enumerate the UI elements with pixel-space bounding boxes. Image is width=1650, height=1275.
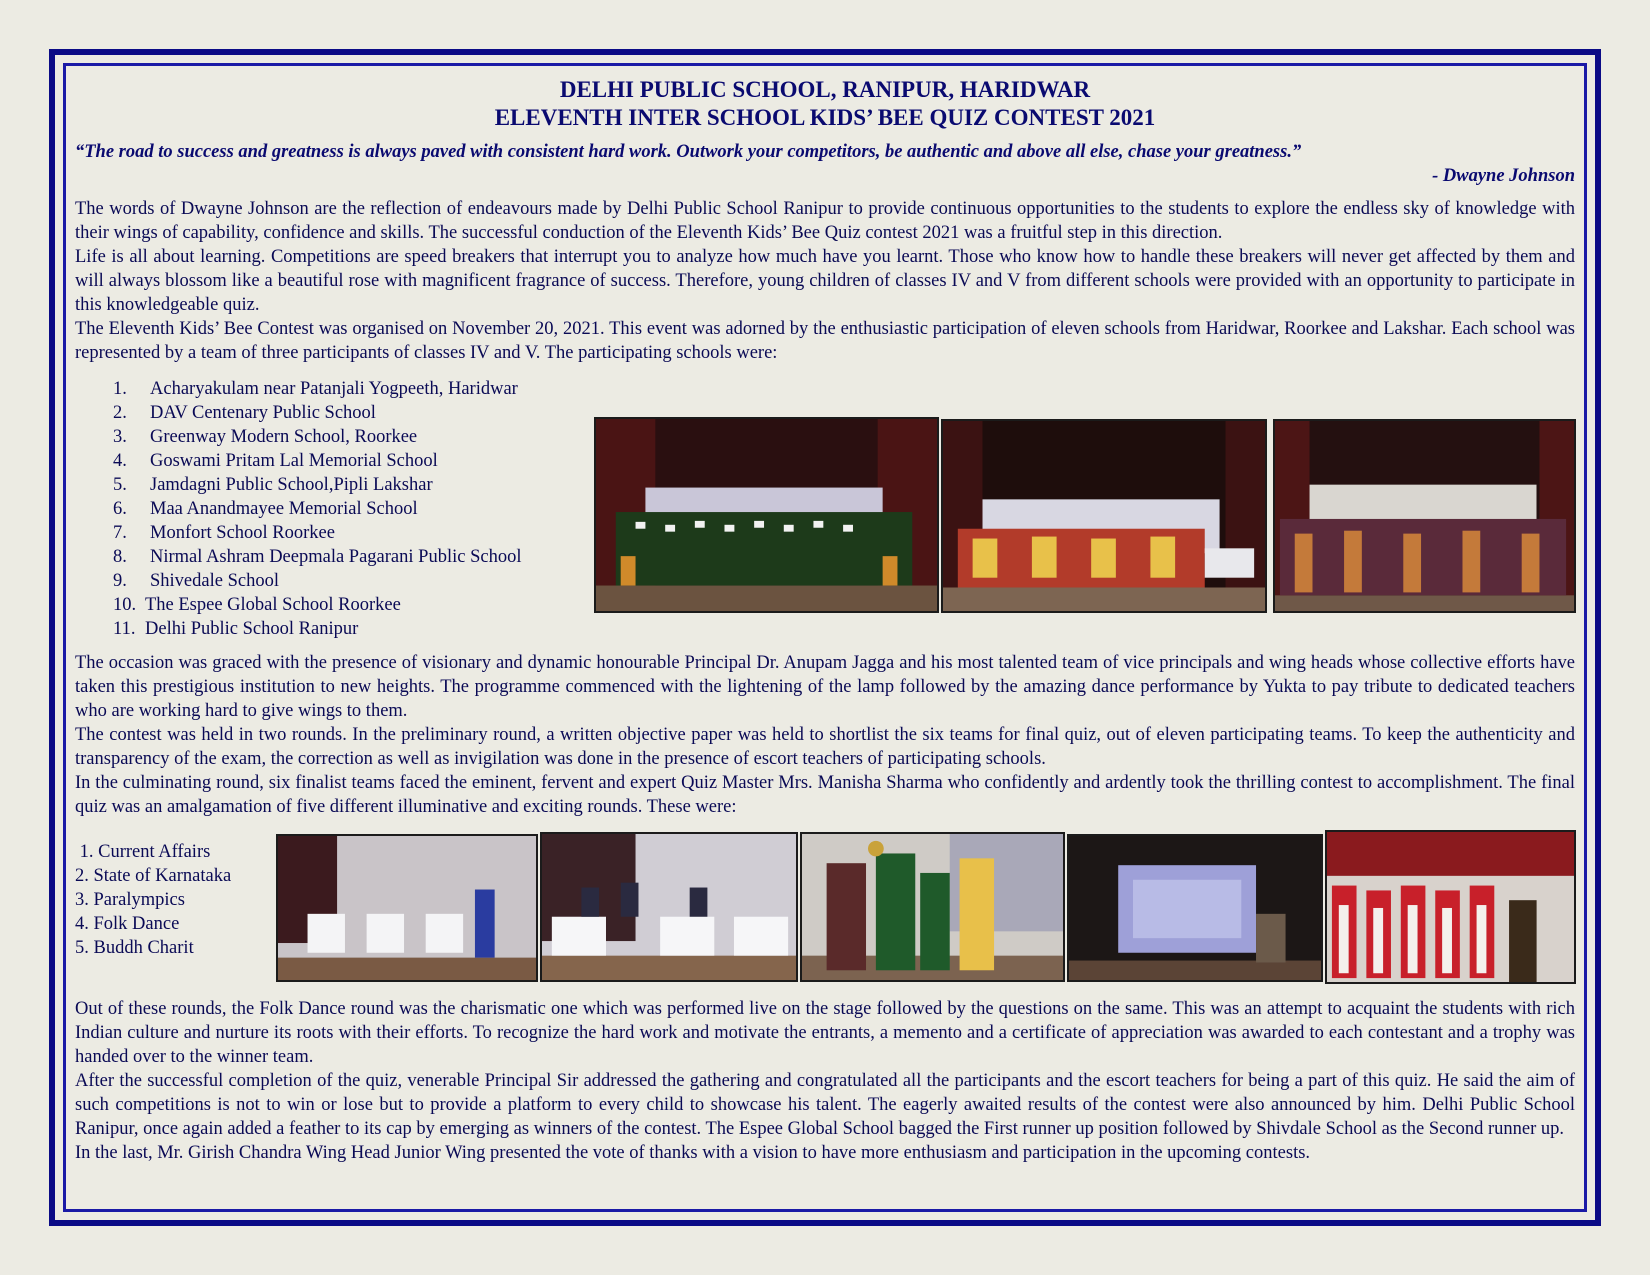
list-item: 5. Buddh Charit — [75, 938, 194, 958]
trophy-photo — [800, 832, 1065, 982]
group-photo-2 — [941, 419, 1267, 613]
list-item: 3. Paralympics — [75, 890, 185, 910]
group-photo-3 — [1273, 419, 1576, 613]
bottom-content — [75, 997, 1575, 1165]
dance-photo — [1325, 830, 1576, 984]
list-item: 1. Current Affairs — [75, 842, 211, 862]
participating-schools-list — [113, 377, 521, 641]
list-item: 9. Shivedale School — [113, 571, 279, 591]
event-date-paragraph: The Eleventh Kids’ Bee Contest was organised on November 20, 2021. This event was adorned by the enthusiastic participation of eleven schools from Haridwar, Roorkee and Lakshar. Each school was represented by a team of three participants of classes IV and V. The participating schools were: — [75, 319, 1575, 363]
document-content — [75, 76, 1575, 365]
quiz-photo-1 — [276, 834, 538, 982]
list-item: 8. Nirmal Ashram Deepmala Pagarani Public School — [113, 547, 522, 567]
quiz-rounds-list — [75, 840, 231, 960]
school-title: DELHI PUBLIC SCHOOL, RANIPUR, HARIDWAR — [559, 77, 1091, 102]
results-paragraph: After the successful completion of the quiz, venerable Principal Sir addressed the gathering and congratulated all the participants and the escort teachers for being a part of this quiz. He said the aim of such competitions is not to win or lose but to provide a platform to every child to showcase his talent. The eagerly awaited results of the contest were also announced by him. Delhi Public School Ranipur, once again added a feather to its cap by emerging as winners of the contest. The Espee Global School bagged the First runner up position followed by Shivdale School as the Second runner up. — [75, 1071, 1575, 1139]
stage-screen-photo — [1067, 834, 1323, 982]
list-item: 6. Maa Anandmayee Memorial School — [113, 499, 418, 519]
group-photo-1 — [594, 417, 939, 613]
event-title: ELEVENTH INTER SCHOOL KIDS’ BEE QUIZ CONTEST 2021 — [494, 105, 1156, 130]
list-item: 1. Acharyakulam near Patanjali Yogpeeth, Haridwar — [113, 379, 518, 399]
vote-of-thanks-paragraph: In the last, Mr. Girish Chandra Wing Head Junior Wing presented the vote of thanks with a vision to have more enthusiasm and participation in the upcoming contests. — [75, 1143, 1311, 1163]
middle-content — [75, 651, 1575, 819]
list-item: 3. Greenway Modern School, Roorkee — [113, 427, 418, 447]
intro-paragraph: The words of Dwayne Johnson are the reflection of endeavours made by Delhi Public School Ranipur to provide continuous opportunities to the students to explore the endless sky of knowledge with their wings of capability, confidence and skills. The successful conduction of the Eleventh Kids’ Bee Quiz contest 2021 was a fruitful step in this direction. — [75, 199, 1575, 243]
principal-paragraph: The occasion was graced with the presence of visionary and dynamic honourable Principal Dr. Anupam Jagga and his most talented team of vice principals and wing heads whose collective efforts have taken this prestigious institution to new heights. The programme commenced with the lightening of the lamp followed by the amazing dance performance by Yukta to pay tribute to dedicated teachers who are working hard to give wings to them. — [75, 653, 1575, 721]
folk-dance-paragraph: Out of these rounds, the Folk Dance round was the charismatic one which was performed live on the stage followed by the questions on the same. This was an attempt to acquaint the students with rich Indian culture and nurture its roots with their efforts. To recognize the hard work and motivate the entrants, a memento and a certificate of appreciation was awarded to each contestant and a trophy was handed over to the winner team. — [75, 999, 1575, 1067]
quote-author: - Dwayne Johnson — [1432, 166, 1575, 186]
learning-paragraph: Life is all about learning. Competitions are speed breakers that interrupt you to analyze how much have you learnt. Those who know how to handle these breakers will never get affected by them and will always blossom like a beautiful rose with magnificent fragrance of success. Therefore, young children of classes IV and V from different schools were provided with an opportunity to participate in this knowledgeable quiz. — [75, 247, 1575, 315]
list-item: 11. Delhi Public School Ranipur — [113, 619, 359, 639]
list-item: 7. Monfort School Roorkee — [113, 523, 335, 543]
list-item: 2. DAV Centenary Public School — [113, 403, 376, 423]
quiz-photo-2 — [540, 832, 798, 982]
list-item: 2. State of Karnataka — [75, 866, 232, 886]
list-item: 5. Jamdagni Public School,Pipli Lakshar — [113, 475, 433, 495]
final-round-paragraph: In the culminating round, six finalist teams faced the eminent, fervent and expert Quiz Master Mrs. Manisha Sharma who confidently and ardently took the thrilling contest to accomplishment. The final quiz was an amalgamation of five different illuminative and exciting rounds. These were: — [75, 773, 1575, 817]
quote-text: “The road to success and greatness is always paved with consistent hard work. Outwork your competitors, be authentic and above all else, chase your greatness.” — [75, 142, 1302, 162]
list-item: 4. Folk Dance — [75, 914, 180, 934]
rounds-paragraph: The contest was held in two rounds. In the preliminary round, a written objective paper was held to shortlist the six teams for final quiz, out of eleven participating teams. To keep the authenticity and transparency of the exam, the correction as well as invigilation was done in the presence of escort teachers of participating schools. — [75, 725, 1575, 769]
list-item: 4. Goswami Pritam Lal Memorial School — [113, 451, 438, 471]
list-item: 10. The Espee Global School Roorkee — [113, 595, 401, 615]
